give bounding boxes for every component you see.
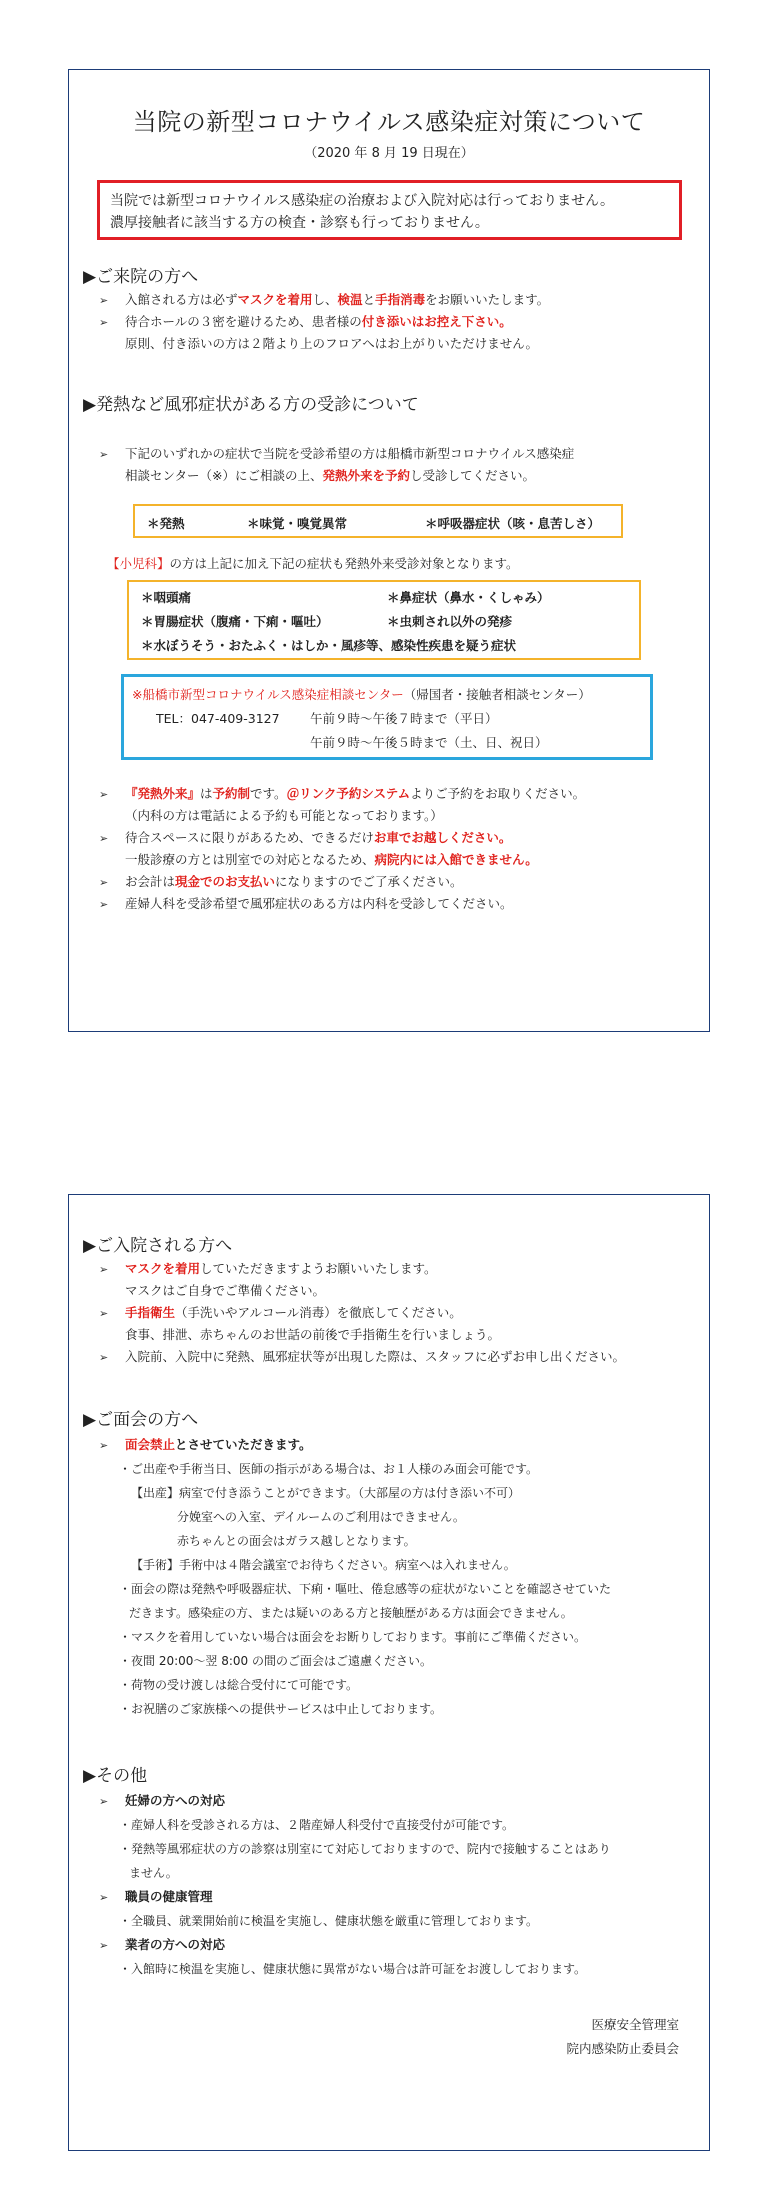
fever-note-1: ➢ 『発熱外来』は予約制です。＠リンク予約システムよりご予約をお取りください。 <box>99 784 585 805</box>
center-name: ※船橋市新型コロナウイルス感染症相談センター <box>132 687 404 702</box>
center-tel: TEL：047-409-3127 <box>156 711 280 726</box>
other-s1-line-2: ・発熱等風邪症状の方の診察は別室にて対応しておりますので、院内で接触することはあり <box>119 1842 611 1856</box>
meeting-line-9: ・夜間 20:00～翌 8:00 の間のご面会はご遠慮ください。 <box>119 1654 432 1668</box>
admit-bullet-1: ➢ マスクを着用していただきますようお願いいたします。 <box>99 1259 437 1280</box>
other-sub-2: ➢ 職員の健康管理 <box>99 1887 213 1908</box>
page-title: 当院の新型コロナウイルス感染症対策について <box>132 108 646 136</box>
other-s1-line-1: ・産婦人科を受診される方は、２階産婦人科受付で直接受付が可能です。 <box>119 1818 515 1832</box>
section-meeting-heading: ▶ご面会の方へ <box>83 1410 199 1430</box>
other-s2-line-1: ・全職員、就業開始前に検温を実施し、健康状態を厳重に管理しております。 <box>119 1914 539 1928</box>
fever-note-2: ➢ 待合スペースに限りがあるため、できるだけお車でお越しください。 <box>99 828 511 849</box>
notice-box <box>97 180 682 240</box>
meeting-line-3: 分娩室への入室、デイルームのご利用はできません。 <box>177 1510 465 1524</box>
fever-bullet-1: ➢ 下記のいずれかの症状で当院を受診希望の方は船橋市新型コロナウイルス感染症 <box>99 444 574 465</box>
notice-line-1: 当院では新型コロナウイルス感染症の治療および入院対応は行っておりません。 <box>110 193 614 209</box>
meeting-line-1: ・ご出産や手術当日、医師の指示がある場合は、お１人様のみ面会可能です。 <box>119 1462 539 1476</box>
page-2 <box>68 1194 710 2151</box>
section-other-heading: ▶その他 <box>83 1766 148 1786</box>
other-s1-line-3: ません。 <box>129 1866 178 1880</box>
page-1 <box>68 69 710 1032</box>
meeting-line-6: ・面会の際は発熱や呼吸器症状、下痢・嘔吐、倦怠感等の症状がないことを確認させていた <box>119 1582 612 1596</box>
arrow-bullet-icon: ➢ <box>99 294 109 307</box>
signature-line-1: 医療安全管理室 <box>591 2017 679 2032</box>
fever-bullet-1-cont: 相談センター（※）にご相談の上、発熱外来を予約し受診してください。 <box>125 468 536 483</box>
symptom-throat: ＊咽頭痛 <box>141 590 192 605</box>
date-stamp: （2020 年 8 月 19 日現在） <box>304 146 474 161</box>
arrow-bullet-icon: ➢ <box>99 316 109 329</box>
symptom-fever: ＊発熱 <box>147 516 185 531</box>
notice-line-2: 濃厚接触者に該当する方の検査・診察も行っておりません。 <box>110 215 489 231</box>
arrow-bullet-icon: ➢ <box>99 788 109 801</box>
fever-note-3: ➢ お会計は現金でのお支払いになりますのでご了承ください。 <box>99 872 463 893</box>
symptom-respiratory: ＊呼吸器症状（咳・息苦しさ） <box>425 516 601 531</box>
symptom-box-2 <box>127 580 641 660</box>
arrow-bullet-icon: ➢ <box>99 832 109 845</box>
pediatric-note: 【小児科】の方は上記に加え下記の症状も発熱外来受診対象となります。 <box>107 556 519 571</box>
visit-bullet-2-cont: 原則、付き添いの方は２階より上のフロアへはお上がりいただけません。 <box>125 336 539 351</box>
symptom-box-1 <box>133 504 623 538</box>
other-sub-3: ➢ 業者の方への対応 <box>99 1935 225 1956</box>
fever-note-1-cont: （内科の方は電話による予約も可能となっております。） <box>125 808 443 823</box>
section-visit-heading: ▶ご来院の方へ <box>83 267 199 287</box>
symptom-infectious: ＊水ぼうそう・おたふく・はしか・風疹等、感染性疾患を疑う症状 <box>141 638 517 653</box>
arrow-bullet-icon: ➢ <box>99 448 109 461</box>
center-subname: （帰国者・接触者相談センター） <box>403 687 591 702</box>
other-s3-line-1: ・入館時に検温を実施し、健康状態に異常がない場合は許可証をお渡ししております。 <box>119 1962 587 1976</box>
meeting-line-2: 【出産】病室で付き添うことができます。（大部屋の方は付き添い不可） <box>131 1486 521 1500</box>
meeting-bullet-1: ➢ 面会禁止とさせていただきます。 <box>99 1435 312 1456</box>
arrow-bullet-icon: ➢ <box>99 1891 109 1904</box>
arrow-bullet-icon: ➢ <box>99 1795 109 1808</box>
signature <box>566 2013 679 2061</box>
meeting-line-4: 赤ちゃんとの面会はガラス越しとなります。 <box>177 1534 416 1548</box>
meeting-line-5: 【手術】手術中は４階会議室でお待ちください。病室へは入れません。 <box>131 1558 516 1572</box>
signature-line-2: 院内感染防止委員会 <box>566 2041 679 2056</box>
section-admit-heading: ▶ご入院される方へ <box>83 1236 233 1256</box>
arrow-bullet-icon: ➢ <box>99 876 109 889</box>
arrow-bullet-icon: ➢ <box>99 1939 109 1952</box>
fever-note-2-cont: 一般診療の方とは別室での対応となるため、病院内には入館できません。 <box>125 852 538 867</box>
meeting-line-10: ・荷物の受け渡しは総合受付にて可能です。 <box>119 1678 359 1692</box>
center-hours-weekend: 午前９時～午後５時まで（土、日、祝日） <box>310 735 548 750</box>
meeting-line-7: だきます。感染症の方、または疑いのある方と接触歴がある方は面会できません。 <box>129 1606 573 1620</box>
meeting-line-8: ・マスクを着用していない場合は面会をお断りしております。事前にご準備ください。 <box>119 1630 587 1644</box>
arrow-bullet-icon: ➢ <box>99 1351 109 1364</box>
admit-bullet-2: ➢ 手指衛生（手洗いやアルコール消毒）を徹底してください。 <box>99 1303 462 1324</box>
symptom-nose: ＊鼻症状（鼻水・くしゃみ） <box>387 590 550 605</box>
symptom-taste: ＊味覚・嗅覚異常 <box>247 516 348 531</box>
arrow-bullet-icon: ➢ <box>99 1263 109 1276</box>
fever-note-4: ➢ 産婦人科を受診希望で風邪症状のある方は内科を受診してください。 <box>99 894 513 915</box>
consult-center-box <box>121 674 653 760</box>
admit-bullet-2-cont: 食事、排泄、赤ちゃんのお世話の前後で手指衛生を行いましょう。 <box>125 1327 501 1342</box>
visit-bullet-2: ➢ 待合ホールの３密を避けるため、患者様の付き添いはお控え下さい。 <box>99 312 512 333</box>
admit-bullet-1-cont: マスクはご自身でご準備ください。 <box>125 1283 326 1298</box>
admit-bullet-3: ➢ 入院前、入院中に発熱、風邪症状等が出現した際は、スタッフに必ずお申し出ください。 <box>99 1347 625 1368</box>
arrow-bullet-icon: ➢ <box>99 1307 109 1320</box>
visit-bullet-1: ➢ 入館される方は必ずマスクを着用し、検温と手指消毒をお願いいたします。 <box>99 290 549 311</box>
arrow-bullet-icon: ➢ <box>99 898 109 911</box>
arrow-bullet-icon: ➢ <box>99 1439 109 1452</box>
section-fever-heading: ▶発熱など風邪症状がある方の受診について <box>83 395 419 415</box>
meeting-line-11: ・お祝膳のご家族様への提供サービスは中止しております。 <box>119 1702 443 1716</box>
other-sub-1: ➢ 妊婦の方への対応 <box>99 1791 225 1812</box>
symptom-rash: ＊虫刺され以外の発疹 <box>387 614 513 629</box>
center-hours-weekday: 午前９時～午後７時まで（平日） <box>310 711 498 726</box>
symptom-stomach: ＊胃腸症状（腹痛・下痢・嘔吐） <box>141 614 329 629</box>
